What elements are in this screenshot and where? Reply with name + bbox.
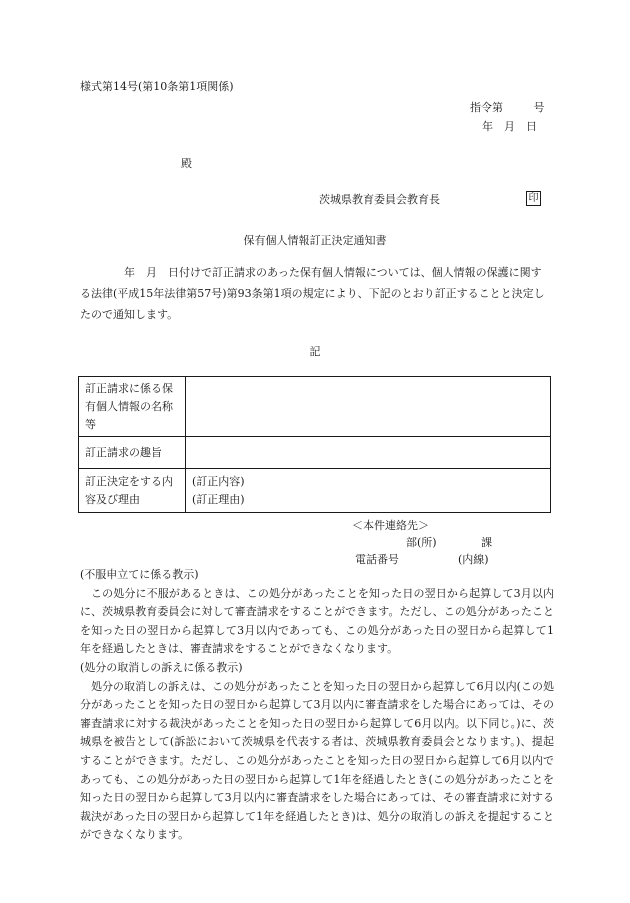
appeal-heading: (不服申立てに係る教示) xyxy=(80,568,199,581)
issue-date: 年 月 日 xyxy=(482,120,537,133)
form-number: 様式第14号(第10条第1項関係) xyxy=(80,80,234,93)
addressee-suffix: 殿 xyxy=(181,157,192,170)
seal-box: 印 xyxy=(526,191,541,206)
table-label-request-purpose: 訂正請求の趣旨 xyxy=(79,437,186,469)
contact-heading: ＜本件連絡先＞ xyxy=(352,519,429,532)
body-paragraph-block xyxy=(80,262,552,325)
table-label-decision: 訂正決定をする内容及び理由 xyxy=(79,469,186,513)
revocation-heading: (処分の取消しの訴えに係る教示) xyxy=(80,660,243,674)
table-row xyxy=(79,377,551,437)
correction-reason-label: (訂正理由) xyxy=(192,492,245,506)
body-paragraph: 年 月 日付けで訂正請求のあった保有個人情報については、個人情報の保護に関する法律(平成15年法律第57号)第93条第1項の規定により、下記のとおり訂正することと決定したので通知します。 xyxy=(80,266,545,321)
table-value-info-name xyxy=(186,377,551,437)
table-row xyxy=(79,469,551,513)
appeal-text: この処分に不服があるときは、この処分があったことを知った日の翌日から起算して3月以内に、茨城県教育委員会に対して審査請求をすることができます。ただし、この処分があったことを知った日の翌日から起算して3月以内であっても、この処分があった日の翌日から起算して1年を経過したときは、審査請求をすることができなくなります。 xyxy=(80,586,554,656)
notice-block xyxy=(80,566,554,845)
sender-name: 茨城県教育委員会教育長 xyxy=(319,193,440,206)
contact-extension: (内線) xyxy=(458,553,489,566)
correction-content-label: (訂正内容) xyxy=(192,474,245,488)
table-row xyxy=(79,437,551,469)
order-number: 指令第 号 xyxy=(470,101,545,114)
document-title: 保有個人情報訂正決定通知書 xyxy=(243,234,387,247)
contact-phone-label: 電話番号 xyxy=(355,553,399,566)
table-label-info-name: 訂正請求に係る保有個人情報の名称等 xyxy=(79,377,186,437)
table-value-request-purpose xyxy=(186,437,551,469)
decision-table xyxy=(78,376,551,513)
revocation-text: 処分の取消しの訴えは、この処分があったことを知った日の翌日から起算して6月以内(この処分があったことを知った日の翌日から起算して3月以内に審査請求をした場合にあっては、その審査請求に対する裁決があったことを知った日の翌日から起算して6月以内。以下同じ。)に、茨城県を被告として(訴訟において茨城県を代表する者は、茨城県教育委員会となります。)、提起することができます。ただし、この処分があったことを知った日の翌日から起算して6月以内であっても、この処分があった日の翌日から起算して1年を経過したとき(この処分があったことを知った日の翌日から起算して3月以内に審査請求をした場合にあっては、その審査請求に対する裁決があった日の翌日から起算して1年を経過したとき)は、処分の取消しの訴えを提起することができなくなります。 xyxy=(80,679,554,842)
contact-department: 部(所) 課 xyxy=(406,536,493,549)
ki-heading: 記 xyxy=(309,345,321,358)
table-value-decision xyxy=(186,469,551,513)
